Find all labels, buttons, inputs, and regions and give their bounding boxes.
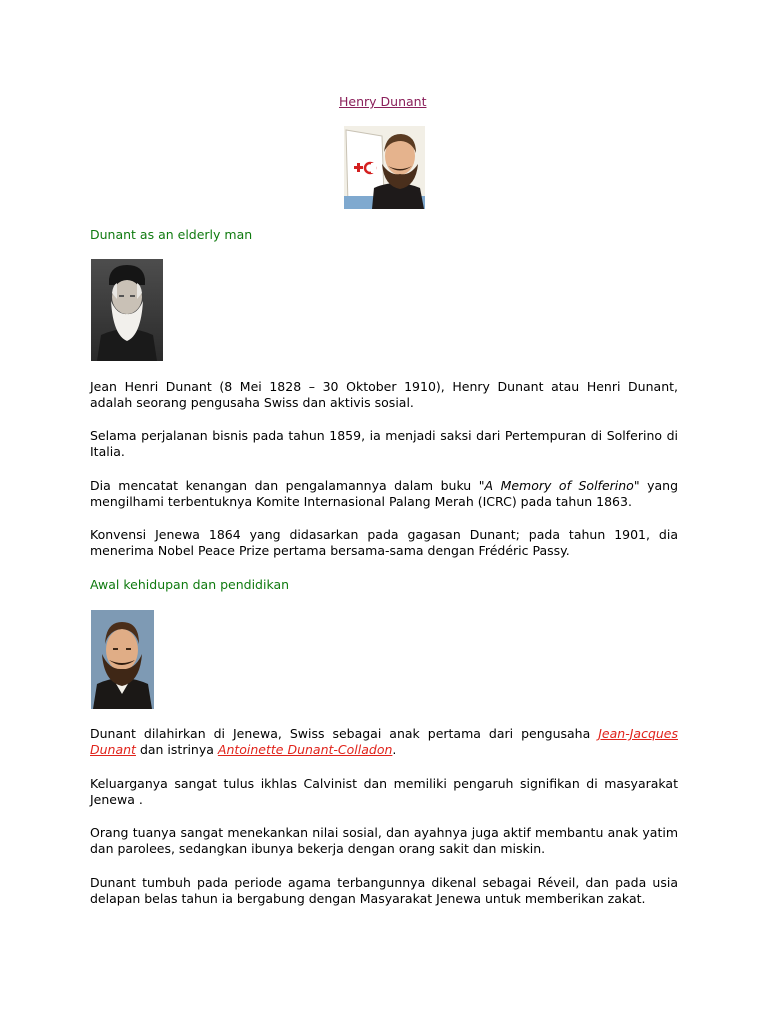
- portrait-with-flag-image: [344, 126, 425, 209]
- paragraph-convention: [90, 527, 678, 559]
- book-title: "A Memory of Solferino": [478, 478, 640, 493]
- paragraph-line: menerima Nobel Peace Prize pertama bersama-sama dengan Frédéric Passy.: [90, 543, 570, 558]
- link-jean-jacques[interactable]: Jean-Jacques: [598, 726, 678, 741]
- text-run: Dia mencatat kenangan dan pengalamannya dalam buku: [90, 478, 479, 493]
- paragraph-line: Orang tuanya sangat menekankan nilai sosial, dan ayahnya juga aktif membantu anak yatim: [90, 825, 678, 840]
- text-run: yang: [639, 478, 679, 493]
- paragraph-reveil: [90, 875, 678, 907]
- paragraph-line: Selama perjalanan bisnis pada tahun 1859, ia menjadi saksi dari Pertempuran di Solferino di: [90, 428, 678, 443]
- page-title[interactable]: Henry Dunant: [339, 94, 427, 109]
- paragraph-line: [90, 726, 678, 742]
- paragraph-line: Dunant tumbuh pada periode agama terbangunnya dikenal sebagai Réveil, dan pada usia: [90, 875, 678, 890]
- young-portrait-image: [91, 610, 154, 709]
- paragraph-line: Jenewa .: [90, 792, 143, 807]
- paragraph-line: Konvensi Jenewa 1864 yang didasarkan pada gagasan Dunant; pada tahun 1901, dia: [90, 527, 678, 542]
- subheading-elderly: Dunant as an elderly man: [90, 227, 253, 242]
- link-antoinette-dunant-colladon[interactable]: Antoinette Dunant-Colladon: [217, 742, 393, 757]
- elderly-portrait-image: [91, 259, 163, 361]
- paragraph-line: adalah seorang pengusaha Swiss dan aktivis sosial.: [90, 395, 414, 410]
- paragraph-line: Jean Henri Dunant (8 Mei 1828 – 30 Oktober 1910), Henry Dunant atau Henri Dunant,: [90, 379, 678, 394]
- paragraph-line: mengilhami terbentuknya Komite Internasional Palang Merah (ICRC) pada tahun 1863.: [90, 494, 632, 509]
- paragraph-line: delapan belas tahun ia bergabung dengan Masyarakat Jenewa untuk memberikan zakat.: [90, 891, 646, 906]
- paragraph-line: dan parolees, sedangkan ibunya bekerja dengan orang sakit dan miskin.: [90, 841, 546, 856]
- paragraph-parents: [90, 825, 678, 857]
- paragraph-line: Italia.: [90, 444, 125, 459]
- paragraph-line: [90, 478, 678, 494]
- paragraph-line: Keluarganya sangat tulus ikhlas Calvinist dan memiliki pengaruh signifikan di masyarakat: [90, 776, 678, 791]
- paragraph-solferino: [90, 428, 678, 460]
- text-run: Dunant dilahirkan di Jenewa, Swiss sebagai anak pertama dari pengusaha: [90, 726, 599, 741]
- paragraph-family: [90, 776, 678, 808]
- paragraph-intro: [90, 379, 678, 411]
- text-run: .: [392, 742, 397, 757]
- link-jean-jacques-dunant[interactable]: Dunant: [90, 742, 136, 757]
- paragraph-birth: [90, 726, 678, 758]
- text-run: dan istrinya: [135, 742, 218, 757]
- subheading-early-life: Awal kehidupan dan pendidikan: [90, 577, 290, 592]
- paragraph-line: [90, 742, 678, 758]
- paragraph-memory: [90, 478, 678, 510]
